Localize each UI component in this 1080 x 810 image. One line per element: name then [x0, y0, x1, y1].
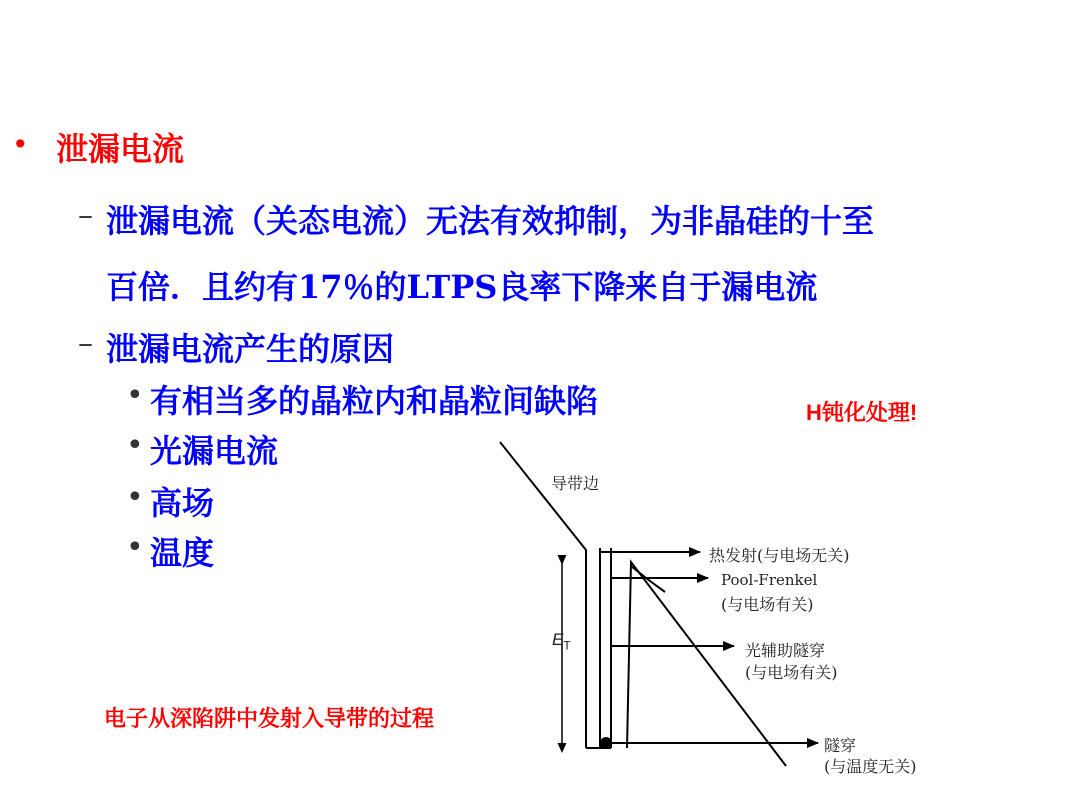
sub-bullet-3: •	[126, 480, 144, 515]
et-label-main: E	[552, 630, 564, 649]
conduction-band-label: 导带边	[551, 474, 600, 493]
pool-frenkel-label: Pool-Frenkel	[721, 571, 818, 589]
sub-bullet-4: •	[126, 530, 144, 565]
title-bullet: •	[12, 128, 29, 161]
photo-tunneling-label: 光辅助隧穿	[745, 641, 826, 660]
sub-bullet-2: •	[126, 428, 144, 463]
et-label-sub: T	[563, 638, 571, 653]
slide-title: 泄漏电流	[56, 130, 185, 168]
trapped-electron	[600, 737, 612, 749]
tunneling-label: 隧穿	[824, 736, 857, 755]
pool-frenkel-sublabel: (与电场有关)	[721, 595, 814, 614]
emission-caption: 电子从深陷阱中发射入导带的过程	[104, 706, 435, 731]
tunneling-sublabel: (与温度无关)	[824, 757, 917, 776]
et-label	[552, 630, 571, 652]
sub-bullet-1: •	[126, 378, 144, 413]
point2-text: 泄漏电流产生的原因	[106, 330, 395, 368]
cause-item-4: 温度	[150, 534, 215, 572]
point1-line1: 泄漏电流（关态电流）无法有效抑制，为非晶硅的十至	[106, 202, 875, 240]
h-passivation-note: H钝化处理!	[806, 400, 918, 425]
cause-item-2: 光漏电流	[150, 432, 279, 470]
cause-item-3: 高场	[150, 484, 215, 522]
dash-marker-2: –	[78, 326, 93, 361]
dash-marker-1: –	[78, 198, 93, 233]
cause-item-1: 有相当多的晶粒内和晶粒间缺陷	[150, 382, 599, 420]
thermal-emission-label: 热发射(与电场无关)	[709, 546, 850, 565]
point1-line2: 百倍．且约有17％的LTPS良率下降来自于漏电流	[106, 268, 818, 306]
photo-tunneling-sublabel: (与电场有关)	[745, 663, 838, 682]
